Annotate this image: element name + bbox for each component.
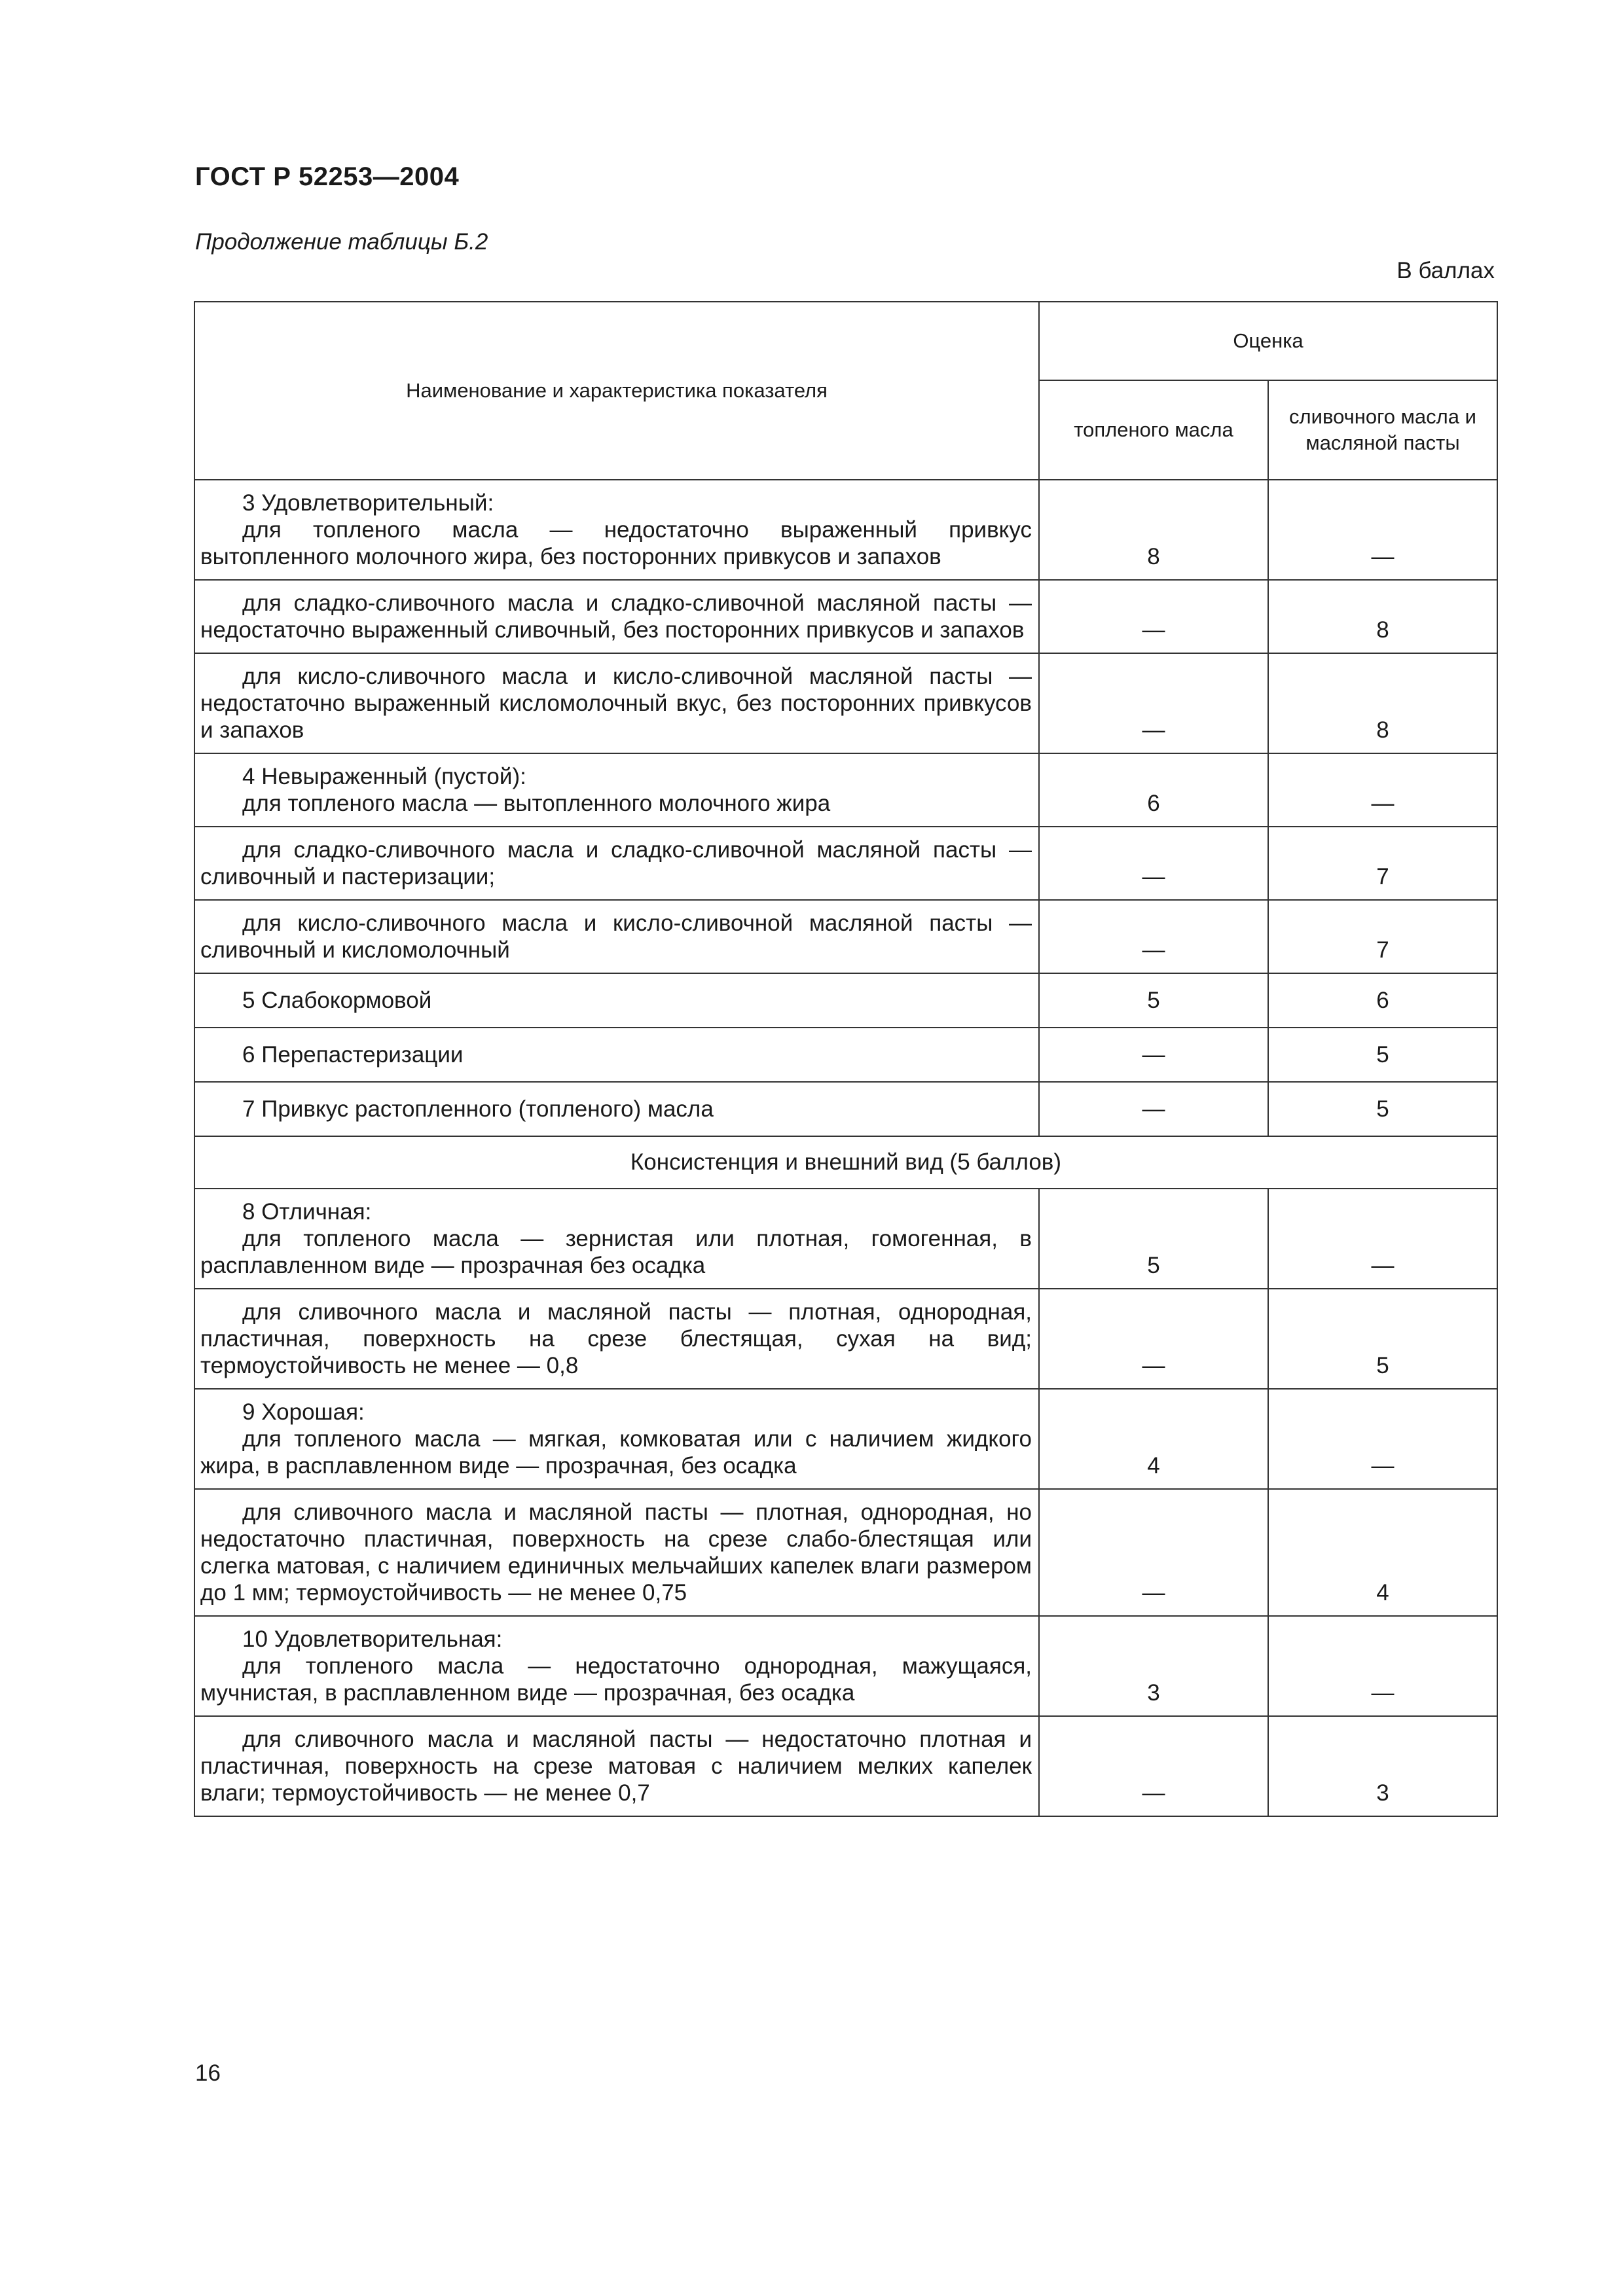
row-text: для сливочного масла и масляной пасты — недостаточно плотная и пластичная, поверхность на срезе матовая с наличием мелких капелек влаги; термоустойчивость — не менее 0,7: [200, 1727, 1032, 1806]
score-butter: 4: [1268, 1489, 1497, 1616]
table-row: [194, 973, 1497, 1028]
page-number: 16: [195, 2060, 221, 2086]
table-row: [194, 480, 1497, 580]
score-melted: 5: [1039, 973, 1268, 1028]
table-row: [194, 827, 1497, 900]
header-score: Оценка: [1039, 302, 1497, 380]
scores-table: [194, 301, 1498, 1817]
table-row: [194, 1389, 1497, 1489]
score-butter: 6: [1268, 973, 1497, 1028]
row-text: 5 Слабокормовой: [242, 988, 432, 1013]
table-row: [194, 1082, 1497, 1136]
score-melted: —: [1039, 1489, 1268, 1616]
row-text: 6 Перепастеризации: [242, 1042, 464, 1067]
header-butter-paste: сливочного масла и масляной пасты: [1268, 380, 1497, 480]
score-butter: —: [1268, 1616, 1497, 1716]
section-consistency: Консистенция и внешний вид (5 баллов): [194, 1136, 1497, 1189]
row-text: для кисло-сливочного масла и кисло-сливочной масляной пасты — недостаточно выраженный кисломолочный вкус, без посторонних привкусов и запахов: [200, 664, 1032, 743]
score-melted: 4: [1039, 1389, 1268, 1489]
score-melted: —: [1039, 1289, 1268, 1389]
table-row: [194, 1189, 1497, 1289]
row-text: 7 Привкус растопленного (топленого) масла: [242, 1096, 714, 1122]
row-title: 8 Отличная:: [242, 1199, 372, 1225]
header-melted-butter: топленого масла: [1039, 380, 1268, 480]
section-row: [194, 1136, 1497, 1189]
units-label: В баллах: [1396, 258, 1495, 283]
score-melted: —: [1039, 1716, 1268, 1816]
row-text: для сладко-сливочного масла и сладко-сливочной масляной пасты — недостаточно выраженный сливочный, без посторонних привкусов и запахов: [200, 590, 1032, 643]
score-melted: —: [1039, 900, 1268, 973]
score-melted: —: [1039, 580, 1268, 653]
score-melted: 3: [1039, 1616, 1268, 1716]
score-butter: —: [1268, 1189, 1497, 1289]
table-row: [194, 900, 1497, 973]
score-butter: 3: [1268, 1716, 1497, 1816]
row-text: для топленого масла — мягкая, комковатая или с наличием жидкого жира, в расплавленном виде — прозрачная, без осадка: [200, 1426, 1032, 1479]
score-butter: 8: [1268, 653, 1497, 753]
row-title: 9 Хорошая:: [242, 1399, 365, 1425]
score-butter: —: [1268, 753, 1497, 827]
score-butter: 7: [1268, 827, 1497, 900]
row-text: для сливочного масла и масляной пасты — плотная, однородная, пластичная, поверхность на срезе блестящая, сухая на вид; термоустойчивость не менее — 0,8: [200, 1299, 1032, 1378]
document-code: ГОСТ Р 52253—2004: [195, 162, 460, 191]
score-butter: —: [1268, 1389, 1497, 1489]
score-melted: —: [1039, 1028, 1268, 1082]
table-continuation-caption: Продолжение таблицы Б.2: [195, 229, 488, 255]
row-title: 4 Невыраженный (пустой):: [242, 764, 526, 789]
score-butter: 5: [1268, 1289, 1497, 1389]
table-row: [194, 1716, 1497, 1816]
table-row: [194, 753, 1497, 827]
table-row: [194, 1289, 1497, 1389]
score-melted: —: [1039, 1082, 1268, 1136]
score-butter: 8: [1268, 580, 1497, 653]
table-row: [194, 1489, 1497, 1616]
row-text: для сливочного масла и масляной пасты — плотная, однородная, но недостаточно пластичная, поверхность на срезе слабо-блестящая или слегка матовая, с наличием единичных мельчайших капелек влаги размером до 1 мм; термоустойчивость — не менее 0,75: [200, 1499, 1032, 1605]
row-title: 10 Удовлетворительная:: [242, 1626, 503, 1652]
table-row: [194, 1616, 1497, 1716]
table-row: [194, 653, 1497, 753]
row-text: для сладко-сливочного масла и сладко-сливочной масляной пасты — сливочный и пастеризации;: [200, 837, 1032, 889]
header-indicator-name: Наименование и характеристика показателя: [194, 302, 1039, 480]
score-butter: 5: [1268, 1028, 1497, 1082]
row-text: для топленого масла — зернистая или плотная, гомогенная, в расплавленном виде — прозрачная без осадка: [200, 1226, 1032, 1278]
score-butter: 7: [1268, 900, 1497, 973]
row-text: для топленого масла — недостаточно однородная, мажущаяся, мучнистая, в расплавленном виде — прозрачная, без осадка: [200, 1653, 1032, 1706]
score-melted: —: [1039, 653, 1268, 753]
score-melted: 5: [1039, 1189, 1268, 1289]
score-butter: —: [1268, 480, 1497, 580]
row-text: для топленого масла — вытопленного молочного жира: [242, 791, 831, 816]
row-text: для топленого масла — недостаточно выраженный привкус вытопленного молочного жира, без посторонних привкусов и запахов: [200, 517, 1032, 569]
row-text: для кисло-сливочного масла и кисло-сливочной масляной пасты — сливочный и кисломолочный: [200, 910, 1032, 963]
score-melted: —: [1039, 827, 1268, 900]
row-title: 3 Удовлетворительный:: [242, 490, 494, 516]
score-melted: 8: [1039, 480, 1268, 580]
table-row: [194, 580, 1497, 653]
score-butter: 5: [1268, 1082, 1497, 1136]
score-melted: 6: [1039, 753, 1268, 827]
table-row: [194, 1028, 1497, 1082]
